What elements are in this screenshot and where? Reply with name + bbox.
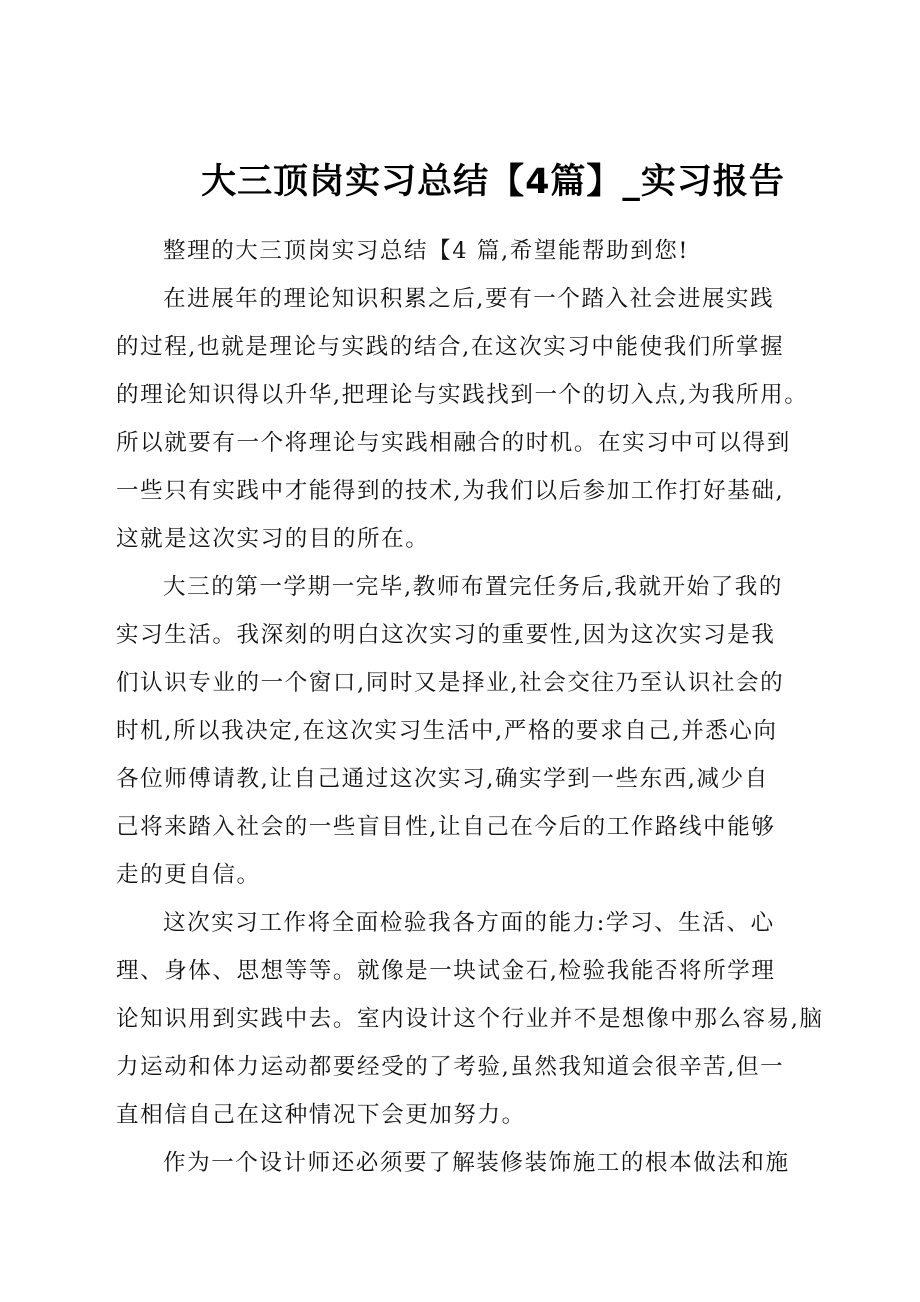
paragraph-line: 在进展年的理论知识积累之后,要有一个踏入社会进展实践 xyxy=(163,286,775,312)
paragraph-line: 一些只有实践中才能得到的技术,为我们以后参加工作打好基础, xyxy=(116,478,785,504)
paragraph-line: 所以就要有一个将理论与实践相融合的时机。在实习中可以得到 xyxy=(116,430,791,456)
paragraph-line: 作为一个设计师还必须要了解装修装饰施工的根本做法和施 xyxy=(163,1150,790,1176)
paragraph-line: 走的更自信。 xyxy=(116,862,261,888)
paragraph-line: 各位师傅请教,让自己通过这次实习,确实学到一些东西,减少自 xyxy=(116,766,769,792)
paragraph-line: 大三的第一学期一完毕,教师布置完任务后,我就开始了我的 xyxy=(163,574,784,600)
paragraph-line: 理、身体、思想等等。就像是一块试金石,检验我能否将所学理 xyxy=(116,958,776,984)
paragraph-line: 实习生活。我深刻的明白这次实习的重要性,因为这次实习是我 xyxy=(116,622,776,648)
paragraph-line: 这次实习工作将全面检验我各方面的能力:学习、生活、心 xyxy=(163,910,775,936)
paragraph-line: 的理论知识得以升华,把理论与实践找到一个的切入点,为我所用。 xyxy=(116,382,809,408)
paragraph-line: 力运动和体力运动都要经受的了考验,虽然我知道会很辛苦,但一 xyxy=(116,1054,785,1080)
document-title: 大三顶岗实习总结【4篇】_实习报告 xyxy=(201,162,785,202)
paragraph-line: 论知识用到实践中去。室内设计这个行业并不是想像中那么容易,脑 xyxy=(116,1006,824,1032)
paragraph-line: 己将来踏入社会的一些盲目性,让自己在今后的工作路线中能够 xyxy=(116,814,776,840)
paragraph-line: 时机,所以我决定,在这次实习生活中,严格的要求自己,并悉心向 xyxy=(116,718,778,744)
paragraph-line: 整理的大三顶岗实习总结【4 篇,希望能帮助到您! xyxy=(163,238,690,264)
paragraph-line: 们认识专业的一个窗口,同时又是择业,社会交往乃至认识社会的 xyxy=(116,670,785,696)
paragraph-line: 的过程,也就是理论与实践的结合,在这次实习中能使我们所掌握 xyxy=(116,334,785,360)
paragraph-line: 直相信自己在这种情况下会更加努力。 xyxy=(116,1102,526,1128)
paragraph-line: 这就是这次实习的目的所在。 xyxy=(116,526,430,552)
